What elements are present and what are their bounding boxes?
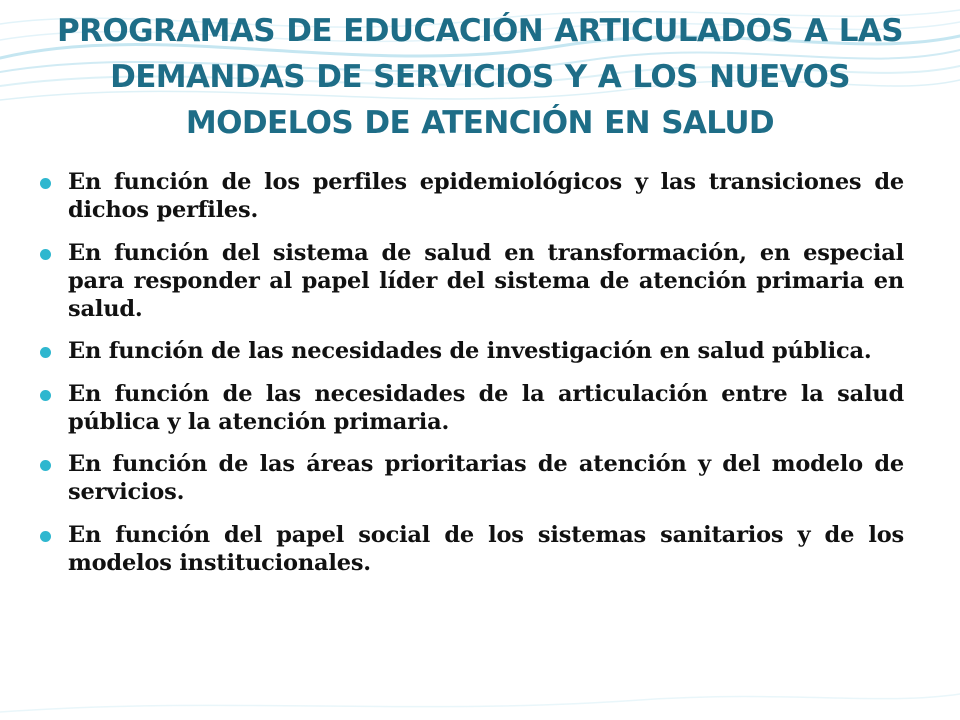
bullet-marker-icon (40, 531, 51, 542)
bullet-marker-icon (40, 390, 51, 401)
bullet-text: En función de los perfiles epidemiológicos y las transiciones de dichos perfiles. (68, 169, 904, 223)
slide-title: PROGRAMAS DE EDUCACIÓN ARTICULADOS A LAS DEMANDAS DE SERVICIOS Y A LOS NUEVOS MODELOS DE ATENCIÓN EN SALUD (57, 13, 903, 141)
bullet-marker-icon (40, 460, 51, 471)
bullet-marker-icon (40, 249, 51, 260)
bullet-text: En función de las necesidades de investigación en salud pública. (68, 338, 872, 364)
bullet-marker-icon (40, 178, 51, 189)
bullet-marker-icon (40, 347, 51, 358)
bullet-text: En función de las necesidades de la articulación entre la salud pública y la atención primaria. (68, 380, 904, 435)
bullet-list (40, 168, 904, 591)
bullet-item (40, 450, 904, 506)
bullet-item (40, 337, 904, 365)
bullet-item (40, 521, 904, 577)
bullet-item (40, 239, 904, 323)
bullet-text: En función del papel social de los sistemas sanitarios y de los modelos institucionales. (68, 521, 904, 576)
bullet-text: En función de las áreas prioritarias de atención y del modelo de servicios. (68, 451, 904, 505)
bullet-item (40, 168, 904, 224)
bullet-text: En función del sistema de salud en transformación, en especial para responder al papel líder del sistema de atención primaria en salud. (68, 239, 904, 322)
bullet-item (40, 380, 904, 436)
